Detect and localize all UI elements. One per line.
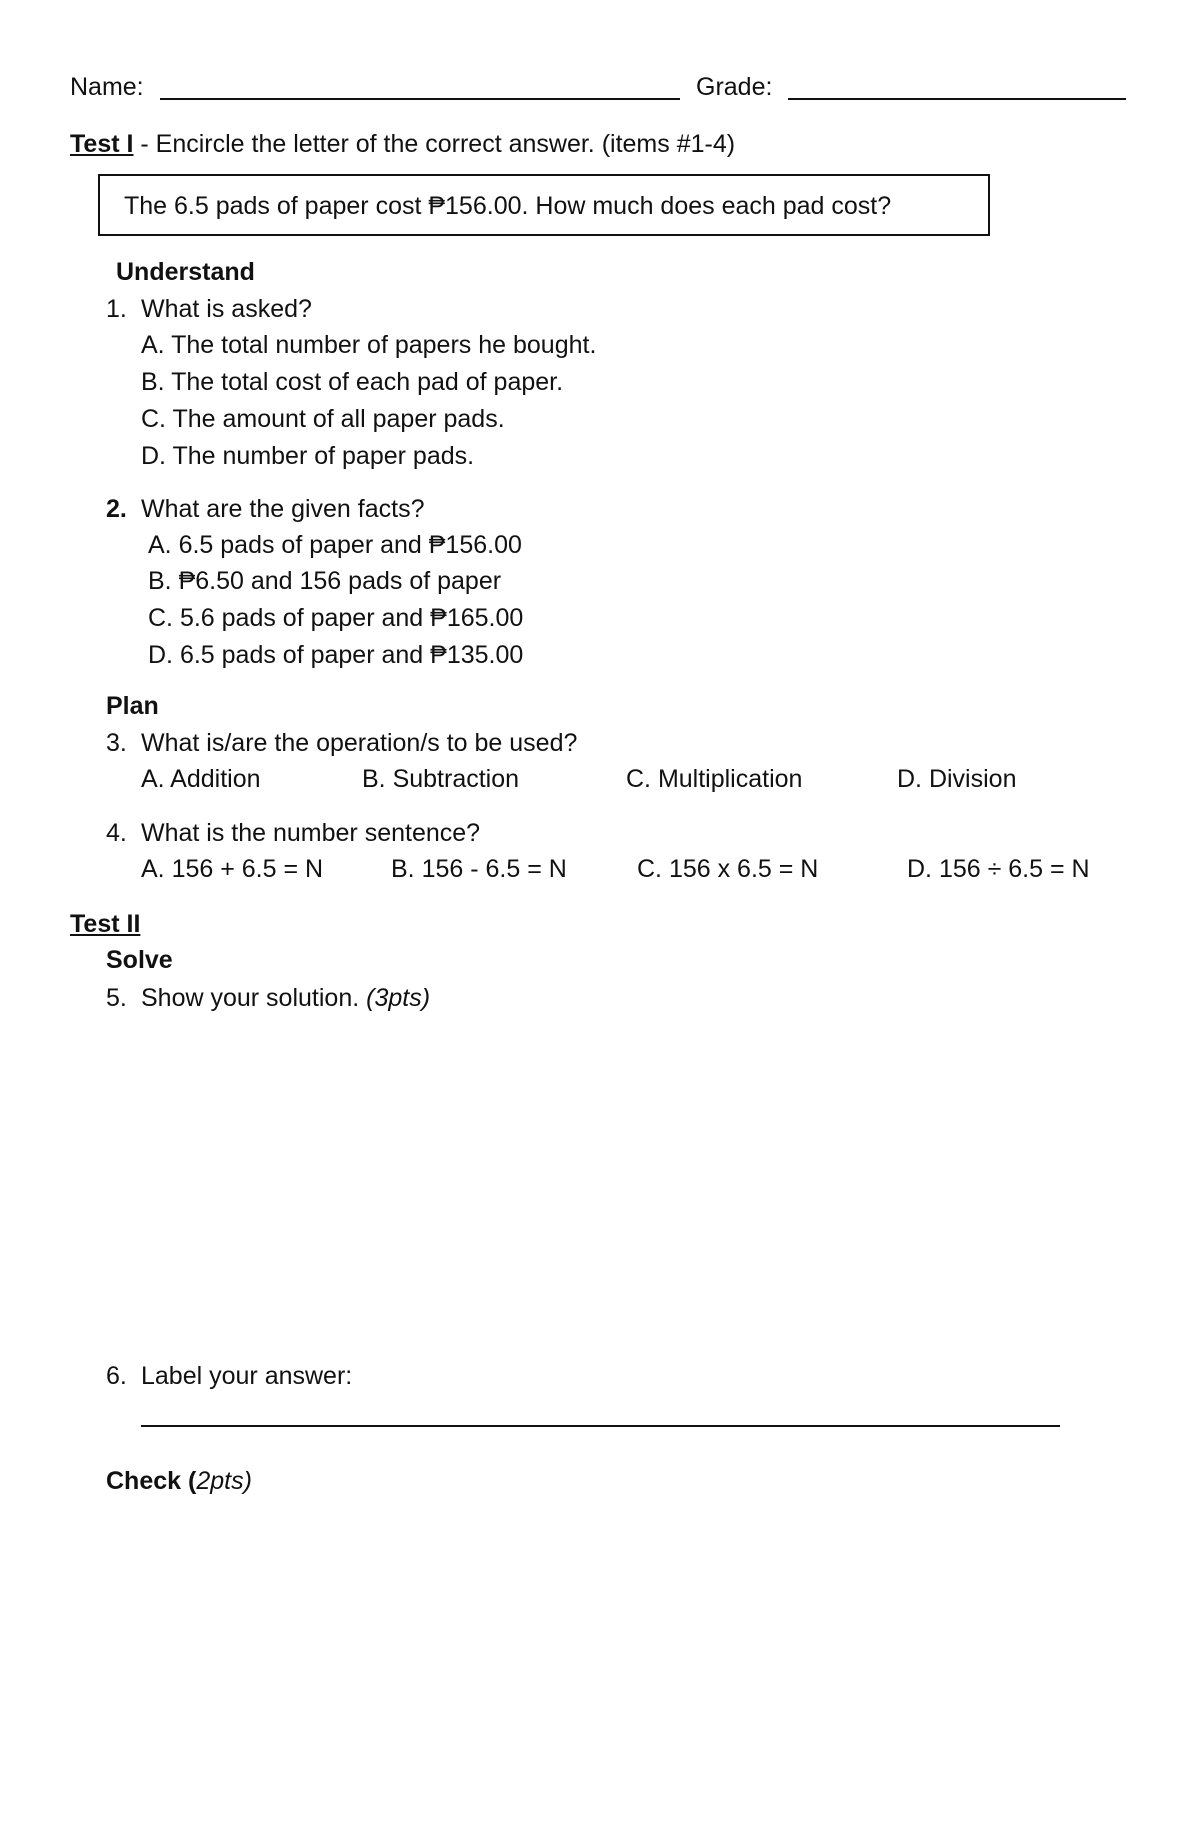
q2-option-a[interactable]: A. 6.5 pads of paper and ₱156.00 — [148, 531, 522, 559]
q2-text: What are the given facts? — [141, 495, 425, 523]
q4-text: What is the number sentence? — [141, 819, 481, 847]
q1-number: 1. — [106, 295, 127, 323]
q4-option-a[interactable]: A. 156 + 6.5 = N — [141, 855, 324, 883]
check-area[interactable] — [106, 1510, 1061, 1790]
q3-option-b[interactable]: B. Subtraction — [362, 765, 520, 793]
q2-number: 2. — [106, 495, 127, 523]
q1-option-d[interactable]: D. The number of paper pads. — [141, 442, 475, 470]
q2-option-b[interactable]: B. ₱6.50 and 156 pads of paper — [148, 567, 502, 595]
q4-option-b[interactable]: B. 156 - 6.5 = N — [391, 855, 567, 883]
q2-option-c[interactable]: C. 5.6 pads of paper and ₱165.00 — [148, 604, 524, 632]
q6-text: Label your answer: — [141, 1362, 353, 1390]
name-blank[interactable] — [160, 98, 680, 100]
section-plan: Plan — [106, 692, 159, 720]
q1-text: What is asked? — [141, 295, 312, 323]
test2-title: Test II — [70, 910, 141, 938]
q1-option-c[interactable]: C. The amount of all paper pads. — [141, 405, 505, 433]
problem-text: The 6.5 pads of paper cost ₱156.00. How much does each pad cost? — [124, 192, 892, 220]
test1-title: Test I — [70, 130, 134, 158]
check-heading — [106, 1466, 252, 1496]
q2-option-d[interactable]: D. 6.5 pads of paper and ₱135.00 — [148, 641, 524, 669]
q3-option-c[interactable]: C. Multiplication — [626, 765, 803, 793]
grade-label: Grade: — [696, 73, 773, 101]
q5-line — [141, 983, 430, 1013]
test1-instruction: - Encircle the letter of the correct answer. (items #1-4) — [133, 130, 736, 158]
grade-blank[interactable] — [788, 98, 1126, 100]
q1-option-a[interactable]: A. The total number of papers he bought. — [141, 331, 597, 359]
section-understand: Understand — [116, 258, 255, 286]
q5-text: Show your solution. — [141, 984, 367, 1012]
problem-box — [98, 174, 990, 236]
q1-option-b[interactable]: B. The total cost of each pad of paper. — [141, 368, 564, 396]
name-label: Name: — [70, 73, 144, 101]
q4-number: 4. — [106, 819, 127, 847]
q4-option-d[interactable]: D. 156 ÷ 6.5 = N — [907, 855, 1090, 883]
section-solve: Solve — [106, 946, 173, 974]
q3-option-d[interactable]: D. Division — [897, 765, 1017, 793]
answer-blank[interactable] — [141, 1425, 1060, 1427]
q5-points: (3pts) — [366, 984, 431, 1012]
q5-number: 5. — [106, 984, 127, 1012]
solution-area[interactable] — [141, 1020, 1061, 1350]
q3-text: What is/are the operation/s to be used? — [141, 729, 578, 757]
q4-option-c[interactable]: C. 156 x 6.5 = N — [637, 855, 819, 883]
test1-heading — [70, 129, 735, 159]
q6-number: 6. — [106, 1362, 127, 1390]
q3-number: 3. — [106, 729, 127, 757]
check-points: 2pts) — [196, 1467, 252, 1495]
check-label: Check ( — [106, 1467, 197, 1495]
q3-option-a[interactable]: A. Addition — [141, 765, 261, 793]
